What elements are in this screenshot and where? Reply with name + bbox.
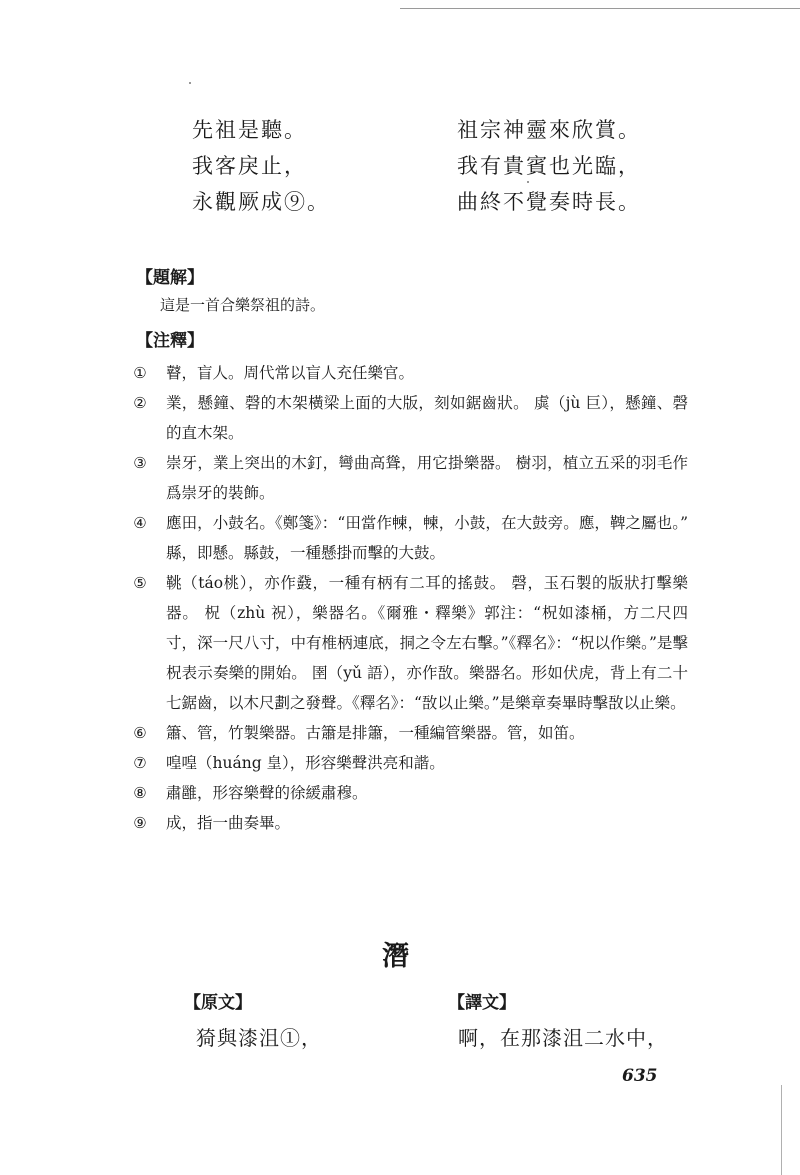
note-item: [128, 448, 688, 508]
note-text: 簫、管，竹製樂器。古簫是排簫，一種編管樂器。管，如笛。: [166, 724, 585, 742]
note-item: [128, 508, 688, 568]
note-number: ③: [133, 454, 147, 472]
verse-line: 永觀厥成⑨。: [192, 190, 330, 214]
notes-list: [128, 358, 688, 838]
verse-line: 曲終不覺奏時長。: [457, 190, 641, 214]
note-number: ⑦: [133, 754, 147, 772]
note-number: ⑥: [133, 724, 147, 742]
note-item: [128, 778, 688, 808]
note-text: 喤喤（huáng 皇），形容樂聲洪亮和諧。: [166, 754, 445, 772]
original-text-heading: 【原文】: [184, 993, 252, 1013]
verse-line: 我有貴賓也光臨，: [457, 154, 641, 178]
note-text: 成，指一曲奏畢。: [166, 814, 291, 832]
translation-line: 啊，在那漆沮二水中，: [458, 1026, 668, 1050]
verse-line: 我客戾止，: [192, 154, 307, 178]
notes-heading: 【注釋】: [136, 331, 204, 351]
note-text: 崇牙，業上突出的木釘，彎曲高聳，用它掛樂器。 樹羽，植立五采的羽毛作爲崇牙的裝飾。: [166, 454, 688, 502]
original-line: 猗與漆沮①，: [196, 1026, 322, 1050]
note-text: 應田，小鼓名。《鄭箋》：“田當作朄，朄，小鼓，在大鼓旁。應，鞞之屬也。” 縣，即懸。縣鼓，一種懸掛而擊的大鼓。: [166, 514, 688, 562]
note-item: [128, 718, 688, 748]
translation-heading: 【譯文】: [448, 993, 516, 1013]
note-text: 鞉（táo桃），亦作鼗，一種有柄有二耳的搖鼓。 磬，玉石製的版狀打擊樂器。 柷（zhù 祝），樂器名。《爾雅・釋樂》郭注：“柷如漆桶，方二尺四寸，深一尺八寸，中有椎柄連底，挏之令左右擊。”《釋名》：“柷以作樂。”是擊柷表示奏樂的開始。 圉（yǔ 語），亦作敔。樂器名。形如伏虎，背上有二十七鋸齒，以木尺劃之發聲。《釋名》：“敔以止樂。”是樂章奏畢時擊敔以止樂。: [166, 574, 688, 712]
note-item: [128, 748, 688, 778]
title-explanation-text: 這是一首合樂祭祖的詩。: [160, 296, 326, 314]
verse-translation-column: [457, 114, 641, 222]
verse-line: 先祖是聽。: [192, 118, 307, 142]
note-number: ④: [133, 514, 147, 532]
note-number: ①: [133, 364, 147, 382]
note-number: ⑧: [133, 784, 147, 802]
title-explanation-heading: 【題解】: [136, 268, 204, 288]
note-text: 瞽，盲人。周代常以盲人充任樂官。: [166, 364, 415, 382]
speck: [189, 82, 191, 84]
note-number: ⑨: [133, 814, 147, 832]
note-item: [128, 358, 688, 388]
top-rule: [400, 8, 800, 9]
note-text: 業，懸鐘、磬的木架橫梁上面的大版，刻如鋸齒狀。 虡（jù 巨），懸鐘、磬的直木架。: [166, 394, 688, 442]
verse-original-column: [192, 114, 330, 222]
note-item: [128, 388, 688, 448]
note-text: 肅雝，形容樂聲的徐緩肅穆。: [166, 784, 368, 802]
poem-title: 潛: [382, 941, 411, 972]
page-number: 635: [622, 1066, 658, 1086]
verse-line: 祖宗神靈來欣賞。: [457, 118, 641, 142]
note-number: ②: [133, 394, 147, 412]
note-number: ⑤: [133, 574, 147, 592]
note-item: [128, 568, 688, 718]
note-item: [128, 808, 688, 838]
right-margin-rule: [781, 1085, 782, 1175]
